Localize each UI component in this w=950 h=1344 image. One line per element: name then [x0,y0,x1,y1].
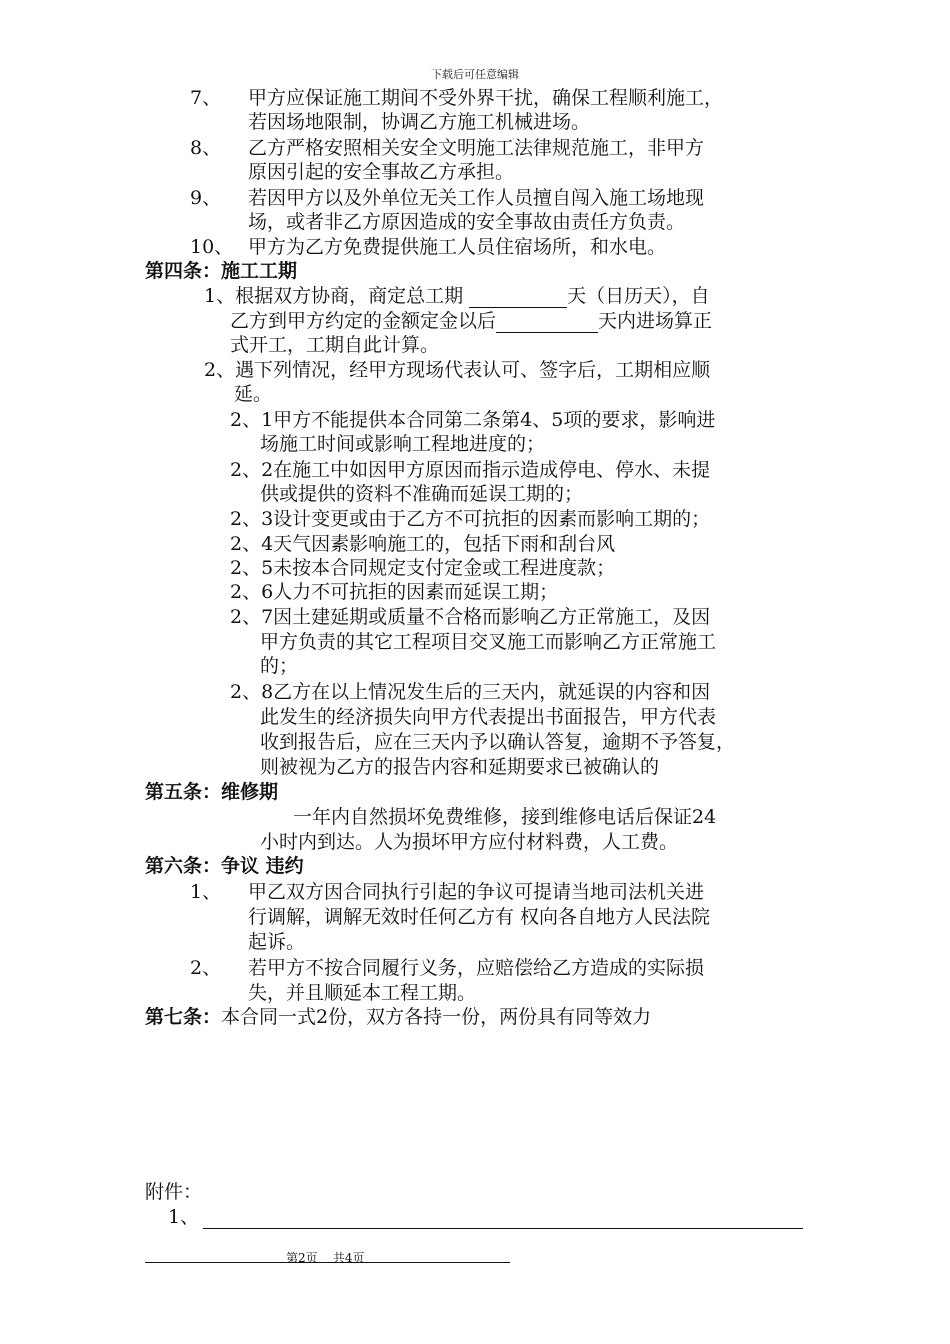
article-4-p2-line2: 延。 [234,383,273,405]
page-total: 共4页 [332,1251,365,1265]
attachment-label: 附件： [145,1181,203,1203]
sub-item-text: 2、4天气因素影响施工的，包括下雨和刮台风 [230,533,616,555]
item-number: 9、 [190,187,222,209]
text: 天内进场算正 [598,310,713,332]
article-4-p1-line1 [204,284,710,308]
sub-item-text: 2、2在施工中如因甲方原因而指示造成停电、停水、未提 [230,459,711,481]
article-7 [145,1005,651,1029]
item-number: 2、 [190,957,222,979]
sub-item-text: 2、7因土建延期或质量不合格而影响乙方正常施工，及因 [230,606,711,628]
article-5-heading: 第五条：维修期 [145,781,279,803]
page-number: 第2页 [286,1251,318,1265]
sub-item-text: 收到报告后，应在三天内予以确认答复，逾期不予答复， [260,731,736,753]
sub-item-text: 2、3设计变更或由于乙方不可抗拒的因素而影响工期的； [230,508,711,530]
fill-blank-days [469,287,567,308]
attachment-item-1 [168,1205,803,1229]
article-4-p1-line2 [230,309,712,333]
item-text: 原因引起的安全事故乙方承担。 [248,161,515,183]
article-4-p1-line3: 式开工，工期自此计算。 [230,334,440,356]
page-footer [286,1249,365,1266]
sub-item-text: 2、5未按本合同规定支付定金或工程进度款； [230,557,616,579]
item-number: 10、 [190,236,234,258]
article-6-heading: 第六条：争议 违约 [145,855,304,877]
item-text: 失，并且顺延本工程工期。 [248,982,477,1004]
item-number: 7、 [190,87,222,109]
item-text: 行调解，调解无效时任何乙方有 权向各自地方人民法院 [248,906,711,928]
sub-item-text: 甲方负责的其它工程项目交叉施工而影响乙方正常施工 [260,631,717,653]
item-text: 甲乙双方因合同执行引起的争议可提请当地司法机关进 [248,881,705,903]
text: 1、根据双方协商，商定总工期 [204,285,470,307]
article-7-text: 本合同一式2份，双方各持一份，两份具有同等效力 [221,1006,652,1028]
text: 乙方到甲方约定的金额定金以后 [230,310,497,332]
item-text: 若甲方不按合同履行义务，应赔偿给乙方造成的实际损 [248,957,705,979]
sub-item-text: 2、8乙方在以上情况发生后的三天内，就延误的内容和因 [230,681,711,703]
item-text: 甲方为乙方免费提供施工人员住宿场所，和水电。 [248,236,667,258]
item-number: 8、 [190,137,222,159]
item-text: 若因场地限制，协调乙方施工机械进场。 [248,111,591,133]
article-7-heading: 第七条： [145,1006,222,1028]
sub-item-text: 2、6人力不可抗拒的因素而延误工期； [230,581,559,603]
sub-item-text: 供或提供的资料不准确而延误工期的； [260,483,584,505]
sub-item-text: 2、1甲方不能提供本合同第二条第4、5项的要求，影响进 [230,409,716,431]
item-text: 甲方应保证施工期间不受外界干扰，确保工程顺利施工， [248,87,724,109]
sub-item-text: 则被视为乙方的报告内容和延期要求已被确认的 [260,756,660,778]
item-text: 若因甲方以及外单位无关工作人员擅自闯入施工场地现 [248,187,705,209]
article-5-line1: 一年内自然损坏免费维修，接到维修电话后保证24 [293,806,717,828]
item-text: 场，或者非乙方原因造成的安全事故由责任方负责。 [248,211,686,233]
attachment-number: 1、 [168,1206,200,1228]
article-4-p2-line1: 2、遇下列情况，经甲方现场代表认可、签字后，工期相应顺 [204,359,711,381]
sub-item-text: 的； [260,655,299,677]
page-header: 下载后可任意编辑 [431,68,519,81]
sub-item-text: 场施工时间或影响工程地进度的； [260,433,546,455]
sub-item-text: 此发生的经济损失向甲方代表提出书面报告，甲方代表 [260,706,717,728]
item-text: 乙方严格安照相关安全文明施工法律规范施工，非甲方 [248,137,705,159]
item-text: 起诉。 [248,931,306,953]
article-4-heading: 第四条：施工工期 [145,260,298,282]
text: 天（日历天），自 [567,285,710,307]
article-5-line2: 小时内到达。人为损坏甲方应付材料费，人工费。 [260,831,679,853]
item-number: 1、 [190,881,222,903]
footer-rule [145,1262,510,1263]
fill-blank-days-entry [496,312,598,333]
attachment-fill-line [203,1208,803,1229]
